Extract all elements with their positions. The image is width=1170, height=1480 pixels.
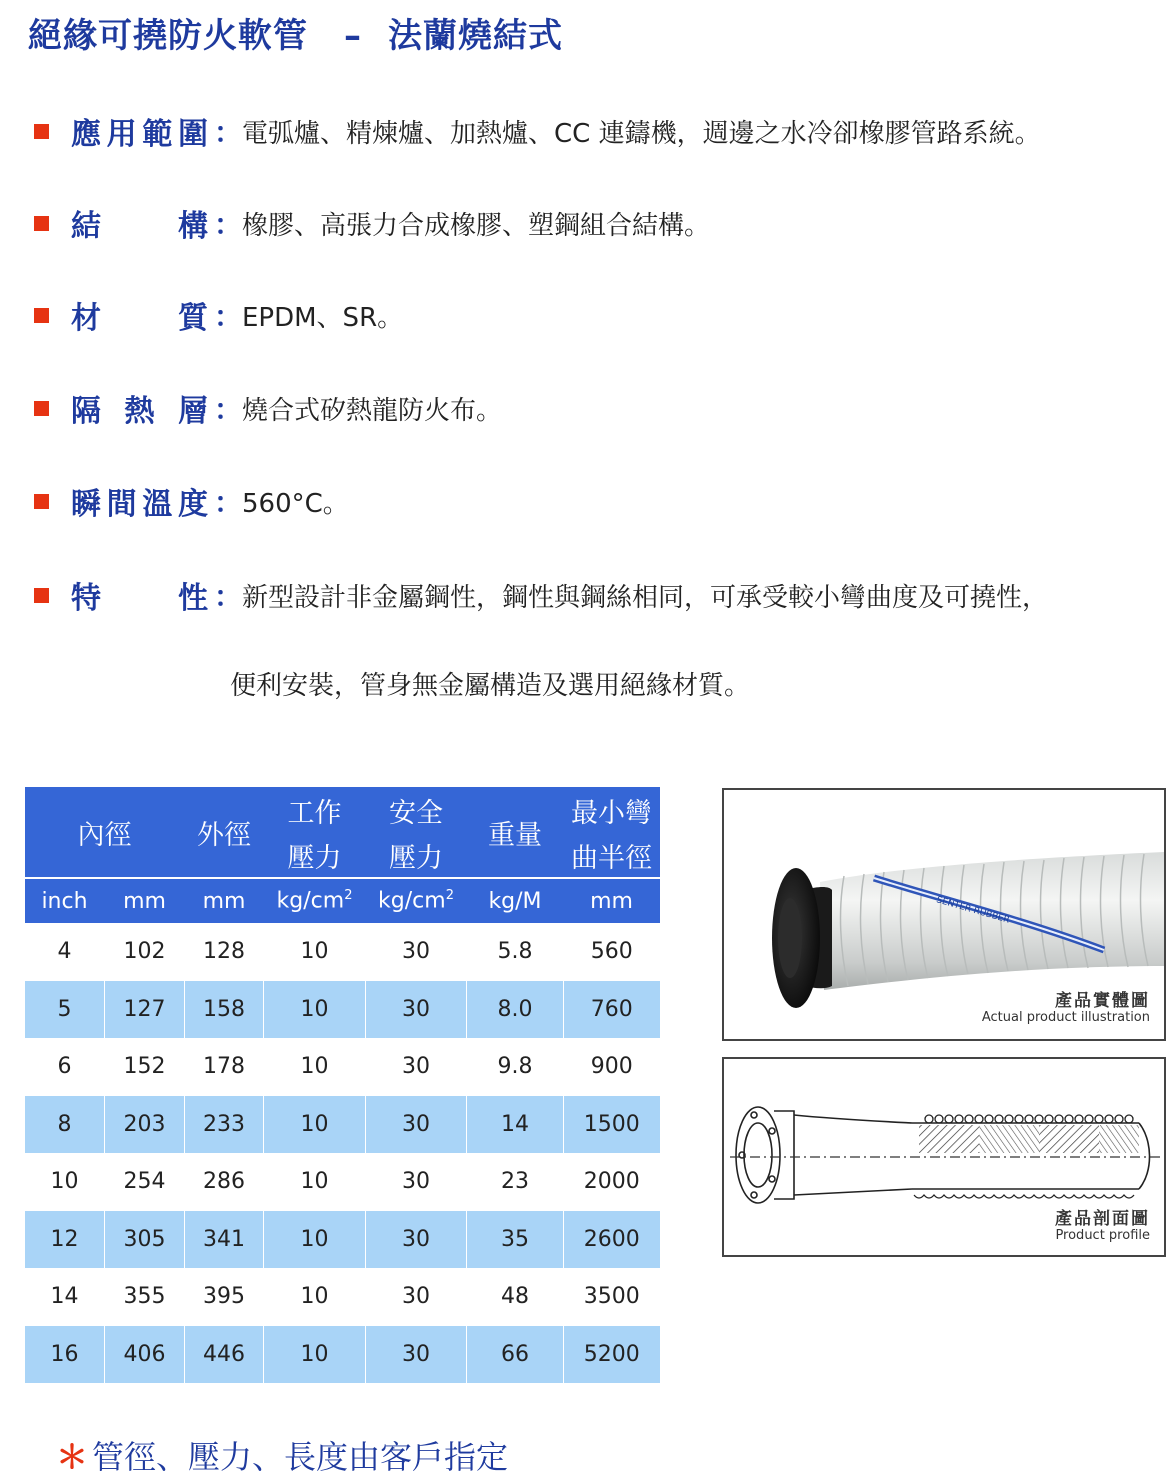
table-cell: 6 [25,1038,105,1096]
table-cell: 8 [25,1096,105,1154]
header-bend-radius: 最小彎 [564,787,660,833]
spec-value: 燒合式矽熱龍防火布。 [242,395,503,426]
table-cell: 233 [185,1096,264,1154]
spec-label: 隔 熱 層 [71,394,208,429]
bullet-square-icon [34,308,49,323]
table-cell: 10 [25,1153,105,1211]
table-cell: 35 [467,1211,564,1269]
bullet-square-icon [34,216,49,231]
unit-kg-cm2: $kg/cm^2$ [264,878,366,923]
unit-inch: inch [25,878,105,923]
spec-colon: ： [214,300,243,333]
spec-colon: ： [214,116,243,149]
table-cell: 10 [264,1096,366,1154]
spec-colon: ： [214,208,243,241]
table-cell: 446 [185,1326,264,1384]
table-cell: 5.8 [467,923,564,981]
table-row [25,1096,660,1154]
header-working-pressure-2: 壓力 [264,833,366,878]
title-sub: 法蘭燒結式 [388,16,563,56]
table-row [25,1153,660,1211]
table-cell: 2000 [564,1153,660,1211]
spec-structure [34,198,710,248]
profile-caption [1055,1210,1150,1243]
table-cell: 4 [25,923,105,981]
table-cell: 10 [264,1268,366,1326]
table-cell: 48 [467,1268,564,1326]
product-profile-panel [722,1057,1166,1257]
photo-caption-en: Actual product illustration [981,1009,1150,1025]
footnote [56,1432,508,1478]
spec-table [24,787,660,1383]
table-row [25,981,660,1039]
table-cell: 406 [105,1326,185,1384]
table-cell: 760 [564,981,660,1039]
table-cell: 30 [366,1153,467,1211]
spec-insulation [34,383,502,433]
unit-mm: mm [105,878,185,923]
footnote-text: 管徑、壓力、長度由客戶指定 [92,1438,509,1476]
profile-caption-en: Product profile [1055,1227,1150,1243]
table-cell: 12 [25,1211,105,1269]
table-cell: 8.0 [467,981,564,1039]
spec-features [34,570,1048,620]
profile-caption-zh: 產品剖面圖 [1055,1209,1150,1230]
photo-caption [982,992,1150,1025]
spec-label: 材 質 [71,301,208,336]
table-cell: 286 [185,1153,264,1211]
table-cell: 30 [366,1268,467,1326]
table-row [25,923,660,981]
table-cell: 10 [264,1153,366,1211]
spec-label: 應 用 範 圍 [71,117,208,152]
header-working-pressure: 工作 [264,787,366,833]
table-cell: 395 [185,1268,264,1326]
bullet-square-icon [34,124,49,139]
spec-value: 電弧爐、精煉爐、加熱爐、CC 連鑄機，週邊之水冷卻橡膠管路系統。 [242,118,1041,149]
bullet-square-icon [34,494,49,509]
table-cell: 23 [467,1153,564,1211]
table-cell: 14 [467,1096,564,1154]
header-outer-diameter: 外徑 [185,787,264,878]
spec-value: EPDM、SR。 [242,302,404,333]
table-cell: 5 [25,981,105,1039]
table-cell: 178 [185,1038,264,1096]
hose-print-text: SENTER RUBBER [935,895,1011,926]
table-cell: 102 [105,923,185,981]
table-cell: 5200 [564,1326,660,1384]
table-cell: 30 [366,1326,467,1384]
table-cell: 2600 [564,1211,660,1269]
spec-value: 橡膠、高張力合成橡膠、塑鋼組合結構。 [242,210,711,241]
table-cell: 305 [105,1211,185,1269]
table-row [25,1038,660,1096]
unit-kg-m: kg/M [467,878,564,923]
table-cell: 66 [467,1326,564,1384]
photo-caption-zh: 產品實體圖 [1055,991,1150,1012]
table-cell: 152 [105,1038,185,1096]
spec-value: 新型設計非金屬鋼性，鋼性與鋼絲相同，可承受較小彎曲度及可撓性， [242,582,1049,613]
title-dash: – [344,16,362,56]
table-row [25,1211,660,1269]
table-cell: 30 [366,981,467,1039]
spec-material [34,290,403,340]
table-cell: 158 [185,981,264,1039]
header-safety-pressure: 安全 [366,787,467,833]
spec-label: 特 性 [71,581,208,616]
header-weight: 重量 [467,787,564,878]
table-cell: 203 [105,1096,185,1154]
table-cell: 10 [264,1038,366,1096]
spec-temperature [34,476,349,526]
table-row [25,1326,660,1384]
table-body [25,923,660,1383]
table-cell: 128 [185,923,264,981]
bullet-square-icon [34,588,49,603]
table-cell: 254 [105,1153,185,1211]
table-cell: 30 [366,1096,467,1154]
spec-label: 結 構 [71,209,208,244]
unit-mm: mm [564,878,660,923]
page-title [28,8,563,57]
spec-colon: ： [214,393,243,426]
table-cell: 10 [264,923,366,981]
table-cell: 30 [366,1038,467,1096]
table-cell: 341 [185,1211,264,1269]
spec-value: 560°C。 [242,488,349,519]
title-main: 絕緣可撓防火軟管 [28,16,308,56]
spec-features-continuation: 便利安裝，管身無金屬構造及選用絕緣材質。 [230,671,751,701]
table-cell: 3500 [564,1268,660,1326]
table-cell: 10 [264,981,366,1039]
table-cell: 127 [105,981,185,1039]
unit-kg-cm2: $kg/cm^2$ [366,878,467,923]
table-cell: 14 [25,1268,105,1326]
header-bend-radius-2: 曲半徑 [564,833,660,878]
table-cell: 560 [564,923,660,981]
table-cell: 10 [264,1211,366,1269]
spec-application [34,106,1041,156]
spec-colon: ： [214,580,243,613]
header-inner-diameter: 內徑 [25,787,185,878]
header-safety-pressure-2: 壓力 [366,833,467,878]
table-cell: 900 [564,1038,660,1096]
table-cell: 9.8 [467,1038,564,1096]
table-cell: 30 [366,923,467,981]
table-cell: 1500 [564,1096,660,1154]
asterisk-icon: ＊ [56,1438,89,1476]
spec-colon: ： [214,486,243,519]
unit-mm: mm [185,878,264,923]
table-cell: 30 [366,1211,467,1269]
table-cell: 10 [264,1326,366,1384]
table-cell: 16 [25,1326,105,1384]
table-cell: 355 [105,1268,185,1326]
product-photo-panel [722,788,1166,1041]
spec-label: 瞬 間 溫 度 [71,487,208,522]
bullet-square-icon [34,401,49,416]
table-row [25,1268,660,1326]
